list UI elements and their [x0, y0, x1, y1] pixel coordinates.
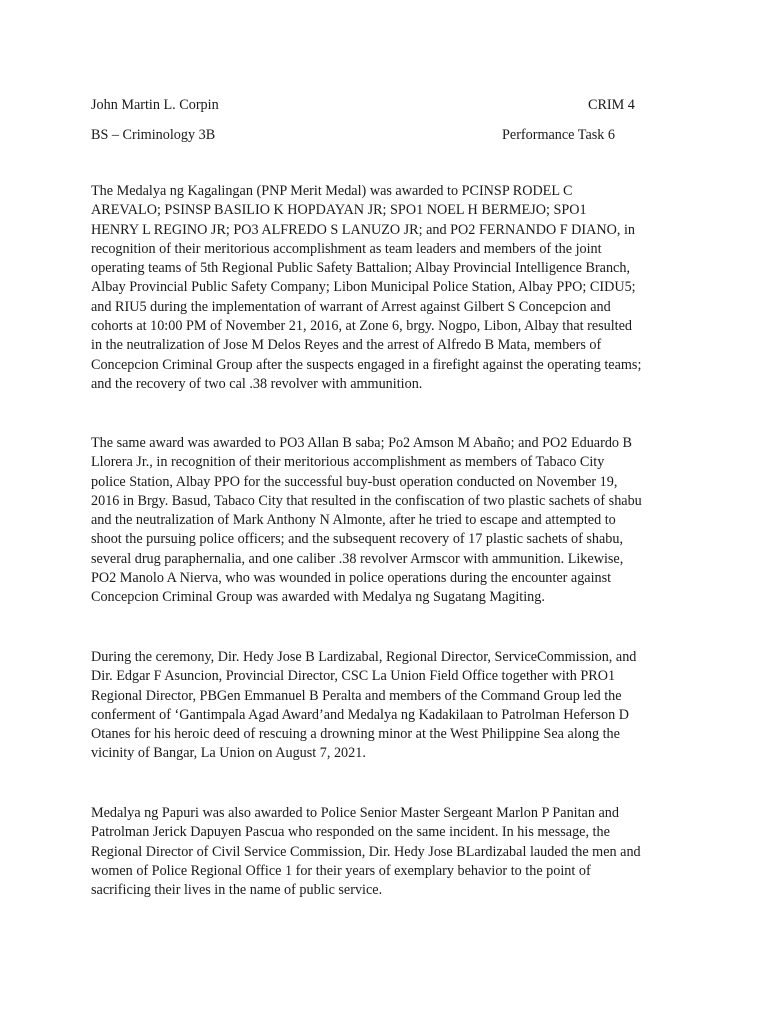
text-line: The Medalya ng Kagalingan (PNP Merit Medal) was awarded to PCINSP RODEL C [91, 183, 573, 199]
text-line: Medalya ng Papuri was also awarded to Police Senior Master Sergeant Marlon P Panitan and [91, 805, 619, 821]
text-line: conferment of ‘Gantimpala Agad Award’and Medalya ng Kadakilaan to Patrolman Heferson D [91, 706, 630, 723]
text-line: Dir. Edgar F Asuncion, Provincial Director, CSC La Union Field Office together with PRO1 [91, 668, 616, 685]
text-line: Albay Provincial Public Safety Company; Libon Municipal Police Station, Albay PPO; CIDU5; [91, 279, 636, 296]
text-line: PO2 Manolo A Nierva, who was wounded in police operations during the encounter against [91, 570, 612, 587]
text-line: recognition of their meritorious accomplishment as team leaders and members of the joint [91, 240, 602, 257]
text-line: Concepcion Criminal Group after the suspects engaged in a firefight against the operating teams; [91, 356, 642, 373]
text-line: sacrificing their lives in the name of public service. [91, 882, 383, 899]
text-line: AREVALO; PSINSP BASILIO K HOPDAYAN JR; SPO1 NOEL H BERMEJO; SPO1 [91, 202, 587, 219]
text-line: Concepcion Criminal Group was awarded with Medalya ng Sugatang Magiting. [91, 589, 545, 606]
paragraph-3 [91, 648, 691, 764]
text-line: police Station, Albay PPO for the successful buy-bust operation conducted on November 19, [91, 473, 618, 490]
text-line: and the recovery of two cal .38 revolver with ammunition. [91, 375, 423, 392]
text-line: cohorts at 10:00 PM of November 21, 2016, at Zone 6, brgy. Nogpo, Libon, Albay that resulted [91, 318, 633, 335]
text-line: vicinity of Bangar, La Union on August 7, 2021. [91, 745, 366, 762]
text-line: Patrolman Jerick Dapuyen Pascua who responded on the same incident. In his message, the [91, 824, 610, 841]
text-line: Regional Director of Civil Service Commission, Dir. Hedy Jose BLardizabal lauded the men and [91, 843, 641, 860]
program-section: BS – Criminology 3B [91, 127, 216, 143]
text-line: several drug paraphernalia, and one caliber .38 revolver Armscor with ammunition. Likewise, [91, 550, 624, 567]
text-line: operating teams of 5th Regional Public Safety Battalion; Albay Provincial Intelligence Branch, [91, 260, 630, 277]
text-line: shoot the pursuing police officers; and the subsequent recovery of 17 plastic sachets of shabu, [91, 531, 624, 548]
author-name: John Martin L. Corpin [91, 97, 219, 113]
text-line: Regional Director, PBGen Emmanuel B Peralta and members of the Command Group led the [91, 687, 622, 704]
paragraph-4 [91, 804, 691, 900]
text-line: HENRY L REGINO JR; PO3 ALFREDO S LANUZO JR; and PO2 FERNANDO F DIANO, in [91, 221, 636, 238]
text-line: and the neutralization of Mark Anthony N Almonte, after he tried to escape and attempted to [91, 512, 616, 529]
text-line: 2016 in Brgy. Basud, Tabaco City that resulted in the confiscation of two plastic sachets of shabu [91, 492, 642, 509]
task-title: Performance Task 6 [502, 127, 615, 143]
text-line: and RIU5 during the implementation of warrant of Arrest against Gilbert S Concepcion and [91, 298, 611, 315]
text-line: The same award was awarded to PO3 Allan B saba; Po2 Amson M Abaño; and PO2 Eduardo B [91, 435, 633, 451]
paragraph-1 [91, 182, 691, 394]
text-line: women of Police Regional Office 1 for their years of exemplary behavior to the point of [91, 862, 591, 879]
course-code: CRIM 4 [588, 97, 635, 113]
text-line: Llorera Jr., in recognition of their meritorious accomplishment as members of Tabaco City [91, 454, 605, 471]
paragraph-2 [91, 434, 691, 608]
text-line: Otanes for his heroic deed of rescuing a drowning minor at the West Philippine Sea along the [91, 726, 620, 743]
text-line: in the neutralization of Jose M Delos Reyes and the arrest of Alfredo B Mata, members of [91, 337, 602, 354]
text-line: During the ceremony, Dir. Hedy Jose B Lardizabal, Regional Director, ServiceCommission, and [91, 649, 637, 665]
